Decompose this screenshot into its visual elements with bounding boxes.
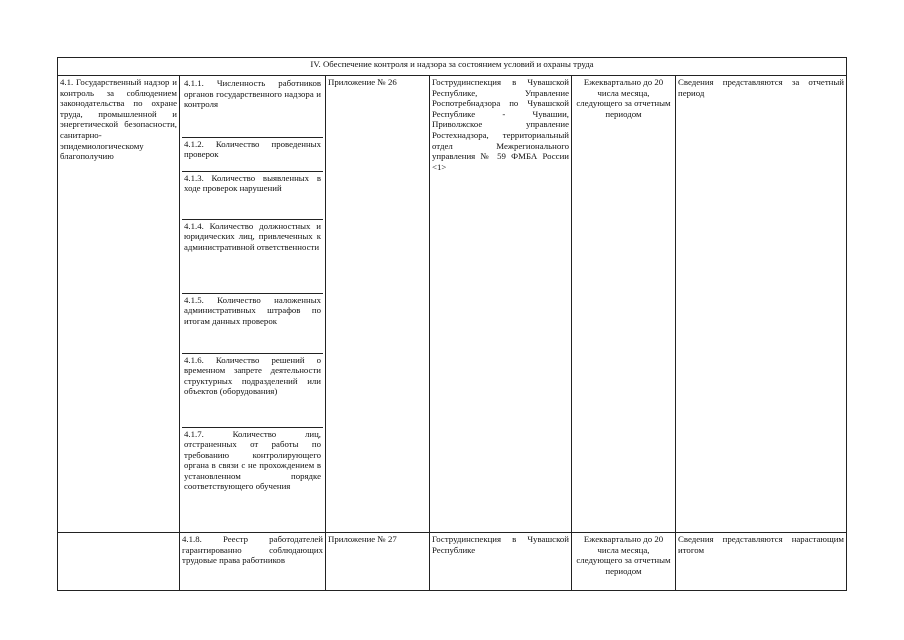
section-header-row	[58, 58, 847, 76]
list-item: 4.1.4. Количество должностных и юридических лиц, привлеченных к административной ответственности	[182, 219, 323, 293]
appendix-cell: Приложение № 27	[326, 533, 430, 591]
list-item: 4.1.2. Количество проведенных проверок	[182, 137, 323, 171]
table-row	[58, 533, 847, 591]
notes-cell: Сведения представляются нарастающим итогом	[676, 533, 847, 591]
section-title: IV. Обеспечение контроля и надзора за состоянием условий и охраны труда	[58, 58, 847, 76]
period-cell: Ежеквартально до 20 числа месяца, следующего за отчетным периодом	[572, 533, 676, 591]
responsible-cell: Гострудинспекция в Чувашской Республике	[430, 533, 572, 591]
responsible-cell: Гострудинспекция в Чувашской Республике, Управление Роспотребнадзора по Чувашской Республике - Чувашии, Приволжское управление Ростехнадзора, территориальный отдел Межрегионального управления № 59 ФМБА России <1>	[430, 76, 572, 533]
notes-cell: Сведения представляются за отчетный период	[676, 76, 847, 533]
item-cell: 4.1.8. Реестр работодателей гарантированно соблюдающих трудовые права работников	[180, 533, 326, 591]
subitems-list	[182, 77, 323, 526]
list-item: 4.1.1. Численность работников органов государственного надзора и контроля	[182, 77, 323, 137]
document-page	[57, 57, 846, 591]
appendix-cell: Приложение № 26	[326, 76, 430, 533]
main-item-cell: 4.1. Государственный надзор и контроль за соблюдением законодательства по охране труда, промышленной и энергетической безопасности, санитарно-эпидемиологическому благополучию	[58, 76, 180, 533]
empty-cell	[58, 533, 180, 591]
list-item: 4.1.5. Количество наложенных административных штрафов по итогам данных проверок	[182, 293, 323, 353]
list-item: 4.1.6. Количество решений о временном запрете деятельности структурных подразделений или объектов (оборудования)	[182, 353, 323, 427]
period-cell: Ежеквартально до 20 числа месяца, следующего за отчетным периодом	[572, 76, 676, 533]
subitems-cell	[180, 76, 326, 533]
table-row	[58, 76, 847, 533]
list-item: 4.1.7. Количество лиц, отстраненных от работы по требованию контролирующего органа в связи с не прохождением в установленном порядке соответствующего обучения	[184, 428, 321, 492]
list-item: 4.1.3. Количество выявленных в ходе проверок нарушений	[182, 171, 323, 219]
report-table	[57, 57, 847, 591]
